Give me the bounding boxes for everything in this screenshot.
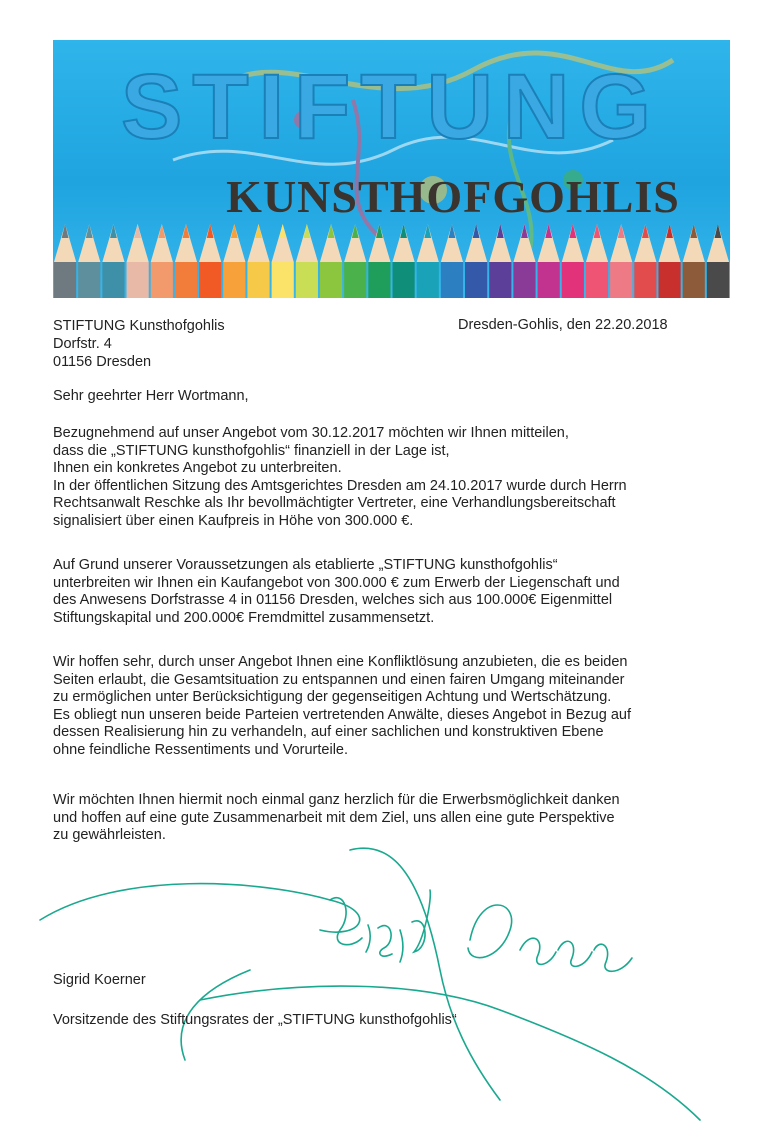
- text-line: Wir möchten Ihnen hiermit noch einmal ganz herzlich für die Erwerbsmöglichkeit danken: [53, 792, 620, 808]
- sender-name: STIFTUNG Kunsthofgohlis: [53, 318, 225, 334]
- sender-city: 01156 Dresden: [53, 354, 152, 370]
- pencil: [562, 224, 584, 298]
- signer-role: Vorsitzende des Stiftungsrates der „STIFTUNG kunsthofgohlis“: [53, 1012, 457, 1028]
- paragraph-3: [53, 654, 631, 760]
- pencil: [465, 224, 487, 298]
- pencil: [538, 224, 560, 298]
- pencil: [199, 224, 221, 298]
- pencil: [223, 224, 245, 298]
- pencil: [610, 224, 632, 298]
- text-line: Wir hoffen sehr, durch unser Angebot Ihnen eine Konfliktlösung anzubieten, die es beiden: [53, 654, 628, 670]
- text-line: ohne feindliche Ressentiments und Vorurteile.: [53, 741, 349, 758]
- pencil: [417, 224, 439, 298]
- pencil: [272, 224, 294, 298]
- text-line: dessen Realisierung hin zu verhandeln, auf einer sachlichen und konstruktiven Ebene: [53, 724, 604, 741]
- sender-address: [53, 317, 225, 371]
- text-line: Bezugnehmend auf unser Angebot vom 30.12.2017 möchten wir Ihnen mitteilen,: [53, 425, 569, 441]
- header-banner: [53, 40, 730, 298]
- text-line: Rechtsanwalt Reschke als Ihr bevollmächtigter Vertreter, eine Verhandlungsbereitschaft: [53, 495, 616, 512]
- letter-date: Dresden-Gohlis, den 22.20.2018: [458, 317, 668, 333]
- pencil-row: [54, 224, 729, 298]
- text-line: Seiten erlaubt, die Gesamtsituation zu entspannen und einen fairen Umgang miteinander: [53, 671, 625, 688]
- banner-artwork: [53, 40, 730, 298]
- pencil: [634, 224, 656, 298]
- pencil: [683, 224, 705, 298]
- salutation: Sehr geehrter Herr Wortmann,: [53, 388, 249, 404]
- pencil: [175, 224, 197, 298]
- text-line: und hoffen auf eine gute Zusammenarbeit mit dem Ziel, uns allen eine gute Perspektive: [53, 809, 615, 826]
- text-line: zu gewährleisten.: [53, 827, 166, 844]
- pencil: [102, 224, 124, 298]
- pencil: [247, 224, 269, 298]
- text-line: In der öffentlichen Sitzung des Amtsgerichtes Dresden am 24.10.2017 wurde durch Herrn: [53, 477, 627, 494]
- text-line: Auf Grund unserer Voraussetzungen als etablierte „STIFTUNG kunsthofgohlis“: [53, 557, 558, 573]
- pencil: [151, 224, 173, 298]
- text-line: dass die „STIFTUNG kunsthofgohlis“ finanziell in der Lage ist,: [53, 442, 450, 459]
- text-line: signalisiert über einen Kaufpreis in Höhe von 300.000 €.: [53, 512, 414, 529]
- pencil: [296, 224, 318, 298]
- pencil: [489, 224, 511, 298]
- banner-title-bottom: KUNSTHOFGOHLIS: [226, 171, 680, 222]
- paragraph-2: [53, 557, 620, 627]
- pencil: [441, 224, 463, 298]
- pencil: [54, 224, 76, 298]
- pencil: [368, 224, 390, 298]
- pencil: [658, 224, 680, 298]
- sender-street: Dorfstr. 4: [53, 336, 112, 352]
- pencil: [320, 224, 342, 298]
- text-line: Stiftungskapital und 200.000€ Fremdmittel zusammensetzt.: [53, 609, 435, 626]
- text-line: Ihnen ein konkretes Angebot zu unterbreiten.: [53, 460, 342, 477]
- pencil: [707, 224, 729, 298]
- pencil: [586, 224, 608, 298]
- signer-name: Sigrid Koerner: [53, 972, 146, 988]
- text-line: unterbreiten wir Ihnen ein Kaufangebot von 300.000 € zum Erwerb der Liegenschaft und: [53, 574, 620, 591]
- pencil: [393, 224, 415, 298]
- banner-title-top: STIFTUNG: [121, 56, 661, 158]
- text-line: Es obliegt nun unseren beide Parteien vertretenden Anwälte, dieses Angebot in Bezug auf: [53, 706, 631, 723]
- text-line: des Anwesens Dorfstrasse 4 in 01156 Dresden, welches sich aus 100.000€ Eigenmittel: [53, 592, 613, 609]
- pencil: [127, 224, 149, 298]
- pencil: [344, 224, 366, 298]
- pencil: [78, 224, 100, 298]
- paragraph-1: [53, 425, 627, 531]
- text-line: zu ermöglichen unter Berücksichtigung der gegenseitigen Achtung und Wertschätzung.: [53, 689, 612, 706]
